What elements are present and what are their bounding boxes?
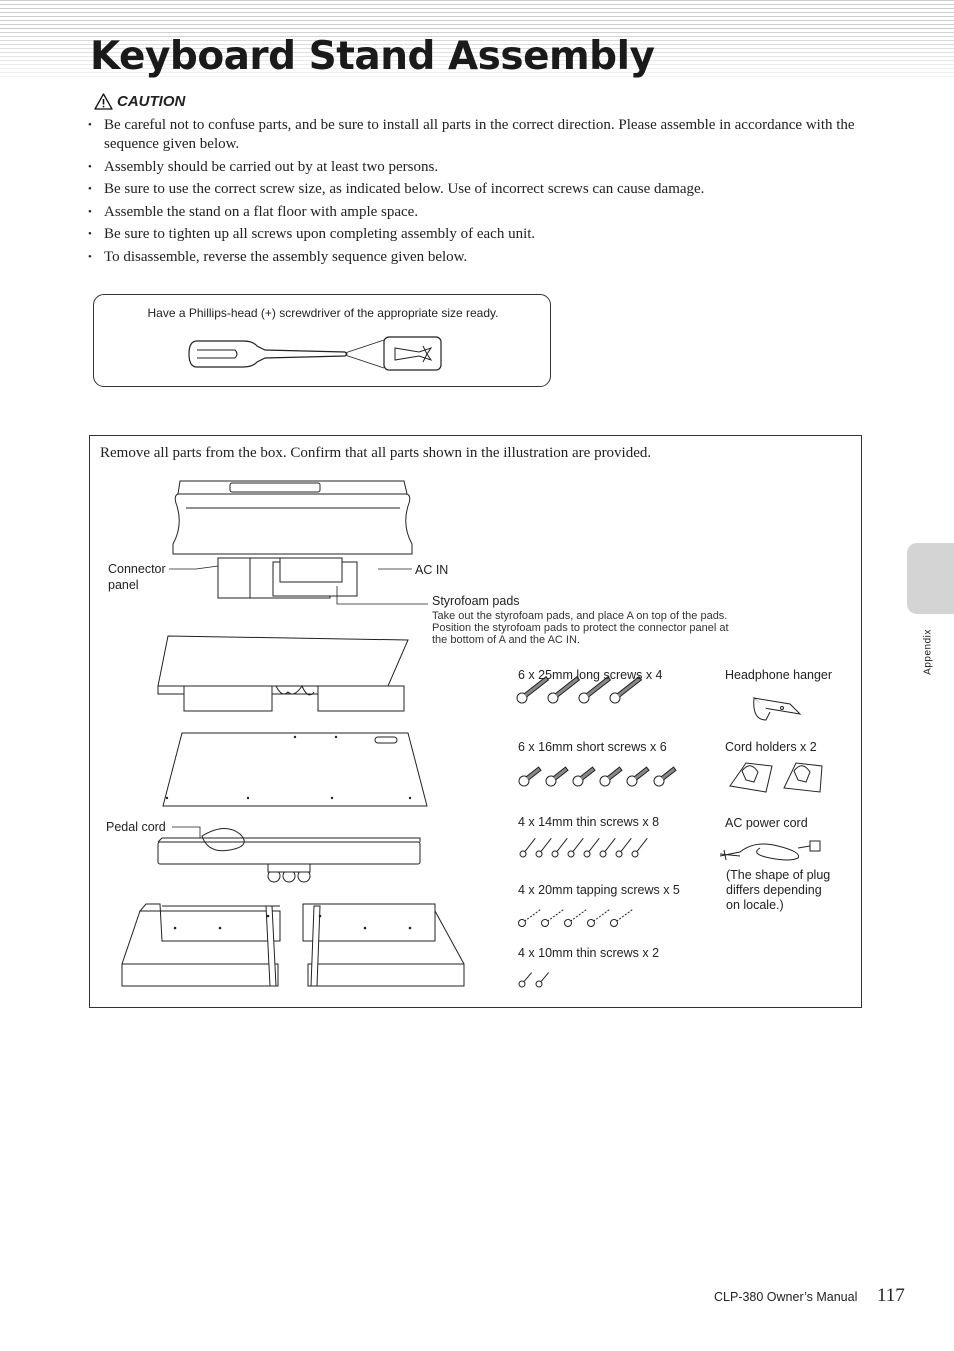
parts-box — [89, 435, 862, 1008]
caution-item: • Be careful not to confuse parts, and be sure to install all parts in the correct direction. Please assemble in accordance with the sequence given below. — [88, 116, 858, 154]
parts-intro: Remove all parts from the box. Confirm that all parts shown in the illustration are provided. — [100, 445, 652, 461]
headphone-hanger-icon — [754, 698, 800, 720]
right-side-panel-icon — [303, 904, 464, 986]
thin-screws-icon — [519, 836, 650, 858]
page-title: Keyboard Stand Assembly — [90, 34, 655, 79]
plug-note-2: differs depending — [726, 883, 822, 897]
parts-illustration — [90, 436, 863, 1009]
styrofoam-pads-label: Styrofoam pads — [432, 594, 520, 608]
caution-item: • Assembly should be carried out by at least two persons. — [88, 158, 858, 177]
tapping-screws-icon — [517, 906, 635, 928]
plug-note-3: on locale.) — [726, 898, 784, 912]
warning-triangle-icon — [94, 93, 113, 110]
ac-power-cord-label: AC power cord — [725, 816, 808, 830]
appendix-tab-label: Appendix — [922, 629, 934, 675]
footer-manual-title: CLP-380 Owner’s Manual — [714, 1290, 858, 1304]
connector-panel-label-2: panel — [108, 578, 139, 592]
pedal-box-icon — [158, 842, 420, 864]
screw-label-short-thin: 4 x 10mm thin screws x 2 — [518, 946, 660, 960]
headphone-hanger-label: Headphone hanger — [725, 668, 833, 682]
appendix-tab — [907, 543, 954, 614]
ac-power-cord-icon — [720, 841, 820, 860]
left-side-panel-icon — [122, 904, 280, 986]
short-thin-screws-icon — [518, 971, 551, 989]
plug-note-1: (The shape of plug — [726, 868, 831, 882]
caution-item: • Assemble the stand on a flat floor with ample space. — [88, 203, 858, 222]
cord-holders-label: Cord holders x 2 — [725, 740, 817, 754]
pedal-cord-label: Pedal cord — [106, 820, 166, 834]
connector-panel-label-1: Connector — [108, 562, 166, 576]
screw-label-thin: 4 x 14mm thin screws x 8 — [518, 815, 660, 829]
top-board-icon — [158, 636, 408, 686]
tool-requirement-box — [93, 294, 551, 387]
tool-note: Have a Phillips-head (+) screwdriver of the appropriate size ready. — [147, 306, 499, 320]
screw-label-short: 6 x 16mm short screws x 6 — [518, 740, 667, 754]
caution-item: • Be sure to tighten up all screws upon completing assembly of each unit. — [88, 225, 858, 244]
page-number: 117 — [877, 1285, 905, 1306]
ac-in-label: AC IN — [415, 563, 449, 577]
caution-heading — [94, 93, 185, 110]
caution-list — [88, 116, 858, 270]
screw-label-tapping: 4 x 20mm tapping screws x 5 — [518, 883, 680, 897]
styrofoam-note-1: Take out the styrofoam pads, and place A on top of the pads. — [432, 610, 728, 622]
short-screws-icon — [517, 765, 678, 788]
screw-label-long: 6 x 25mm long screws x 4 — [518, 668, 663, 682]
styrofoam-note-2: Position the styrofoam pads to protect the connector panel at — [432, 622, 729, 634]
caution-item: • To disassemble, reverse the assembly sequence given below. — [88, 248, 858, 267]
back-board-icon — [163, 733, 427, 806]
caution-label: CAUTION — [117, 93, 186, 110]
phillips-screwdriver-icon — [187, 332, 452, 374]
styrofoam-note-3: the bottom of A and the AC IN. — [432, 634, 580, 646]
caution-item: • Be sure to use the correct screw size, as indicated below. Use of incorrect screws can cause damage. — [88, 180, 858, 199]
cord-holders-icon — [730, 763, 822, 792]
